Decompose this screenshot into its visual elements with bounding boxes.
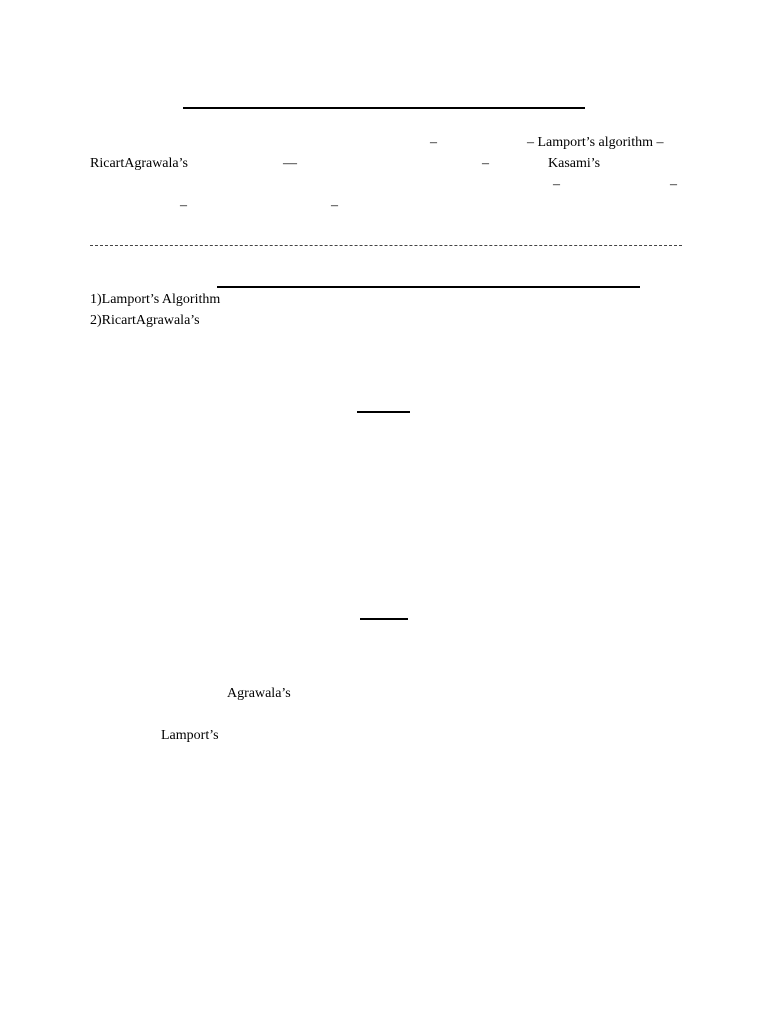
section-heading-underline xyxy=(217,286,640,288)
body-lamport: Lamport’s xyxy=(161,728,219,743)
abstract-ricart-agrawala: RicartAgrawala’s xyxy=(90,156,188,171)
abstract-dash: – xyxy=(670,177,677,192)
title-underline xyxy=(183,107,585,109)
abstract-dash: – xyxy=(482,156,489,171)
heading-underline xyxy=(357,411,410,413)
abstract-dash: – xyxy=(430,135,437,150)
abstract-lamport-algorithm: – Lamport’s algorithm – xyxy=(527,135,664,150)
body-agrawala: Agrawala’s xyxy=(227,686,291,701)
abstract-kasami: Kasami’s xyxy=(548,156,601,171)
abstract-dash: – xyxy=(331,198,338,213)
abstract-dash: — xyxy=(283,156,297,171)
section-separator xyxy=(90,245,682,246)
abstract-dash: – xyxy=(553,177,560,192)
abstract-dash: – xyxy=(180,198,187,213)
heading-underline xyxy=(360,618,408,620)
list-item: 2)RicartAgrawala’s xyxy=(90,313,200,328)
list-item: 1)Lamport’s Algorithm xyxy=(90,292,221,307)
